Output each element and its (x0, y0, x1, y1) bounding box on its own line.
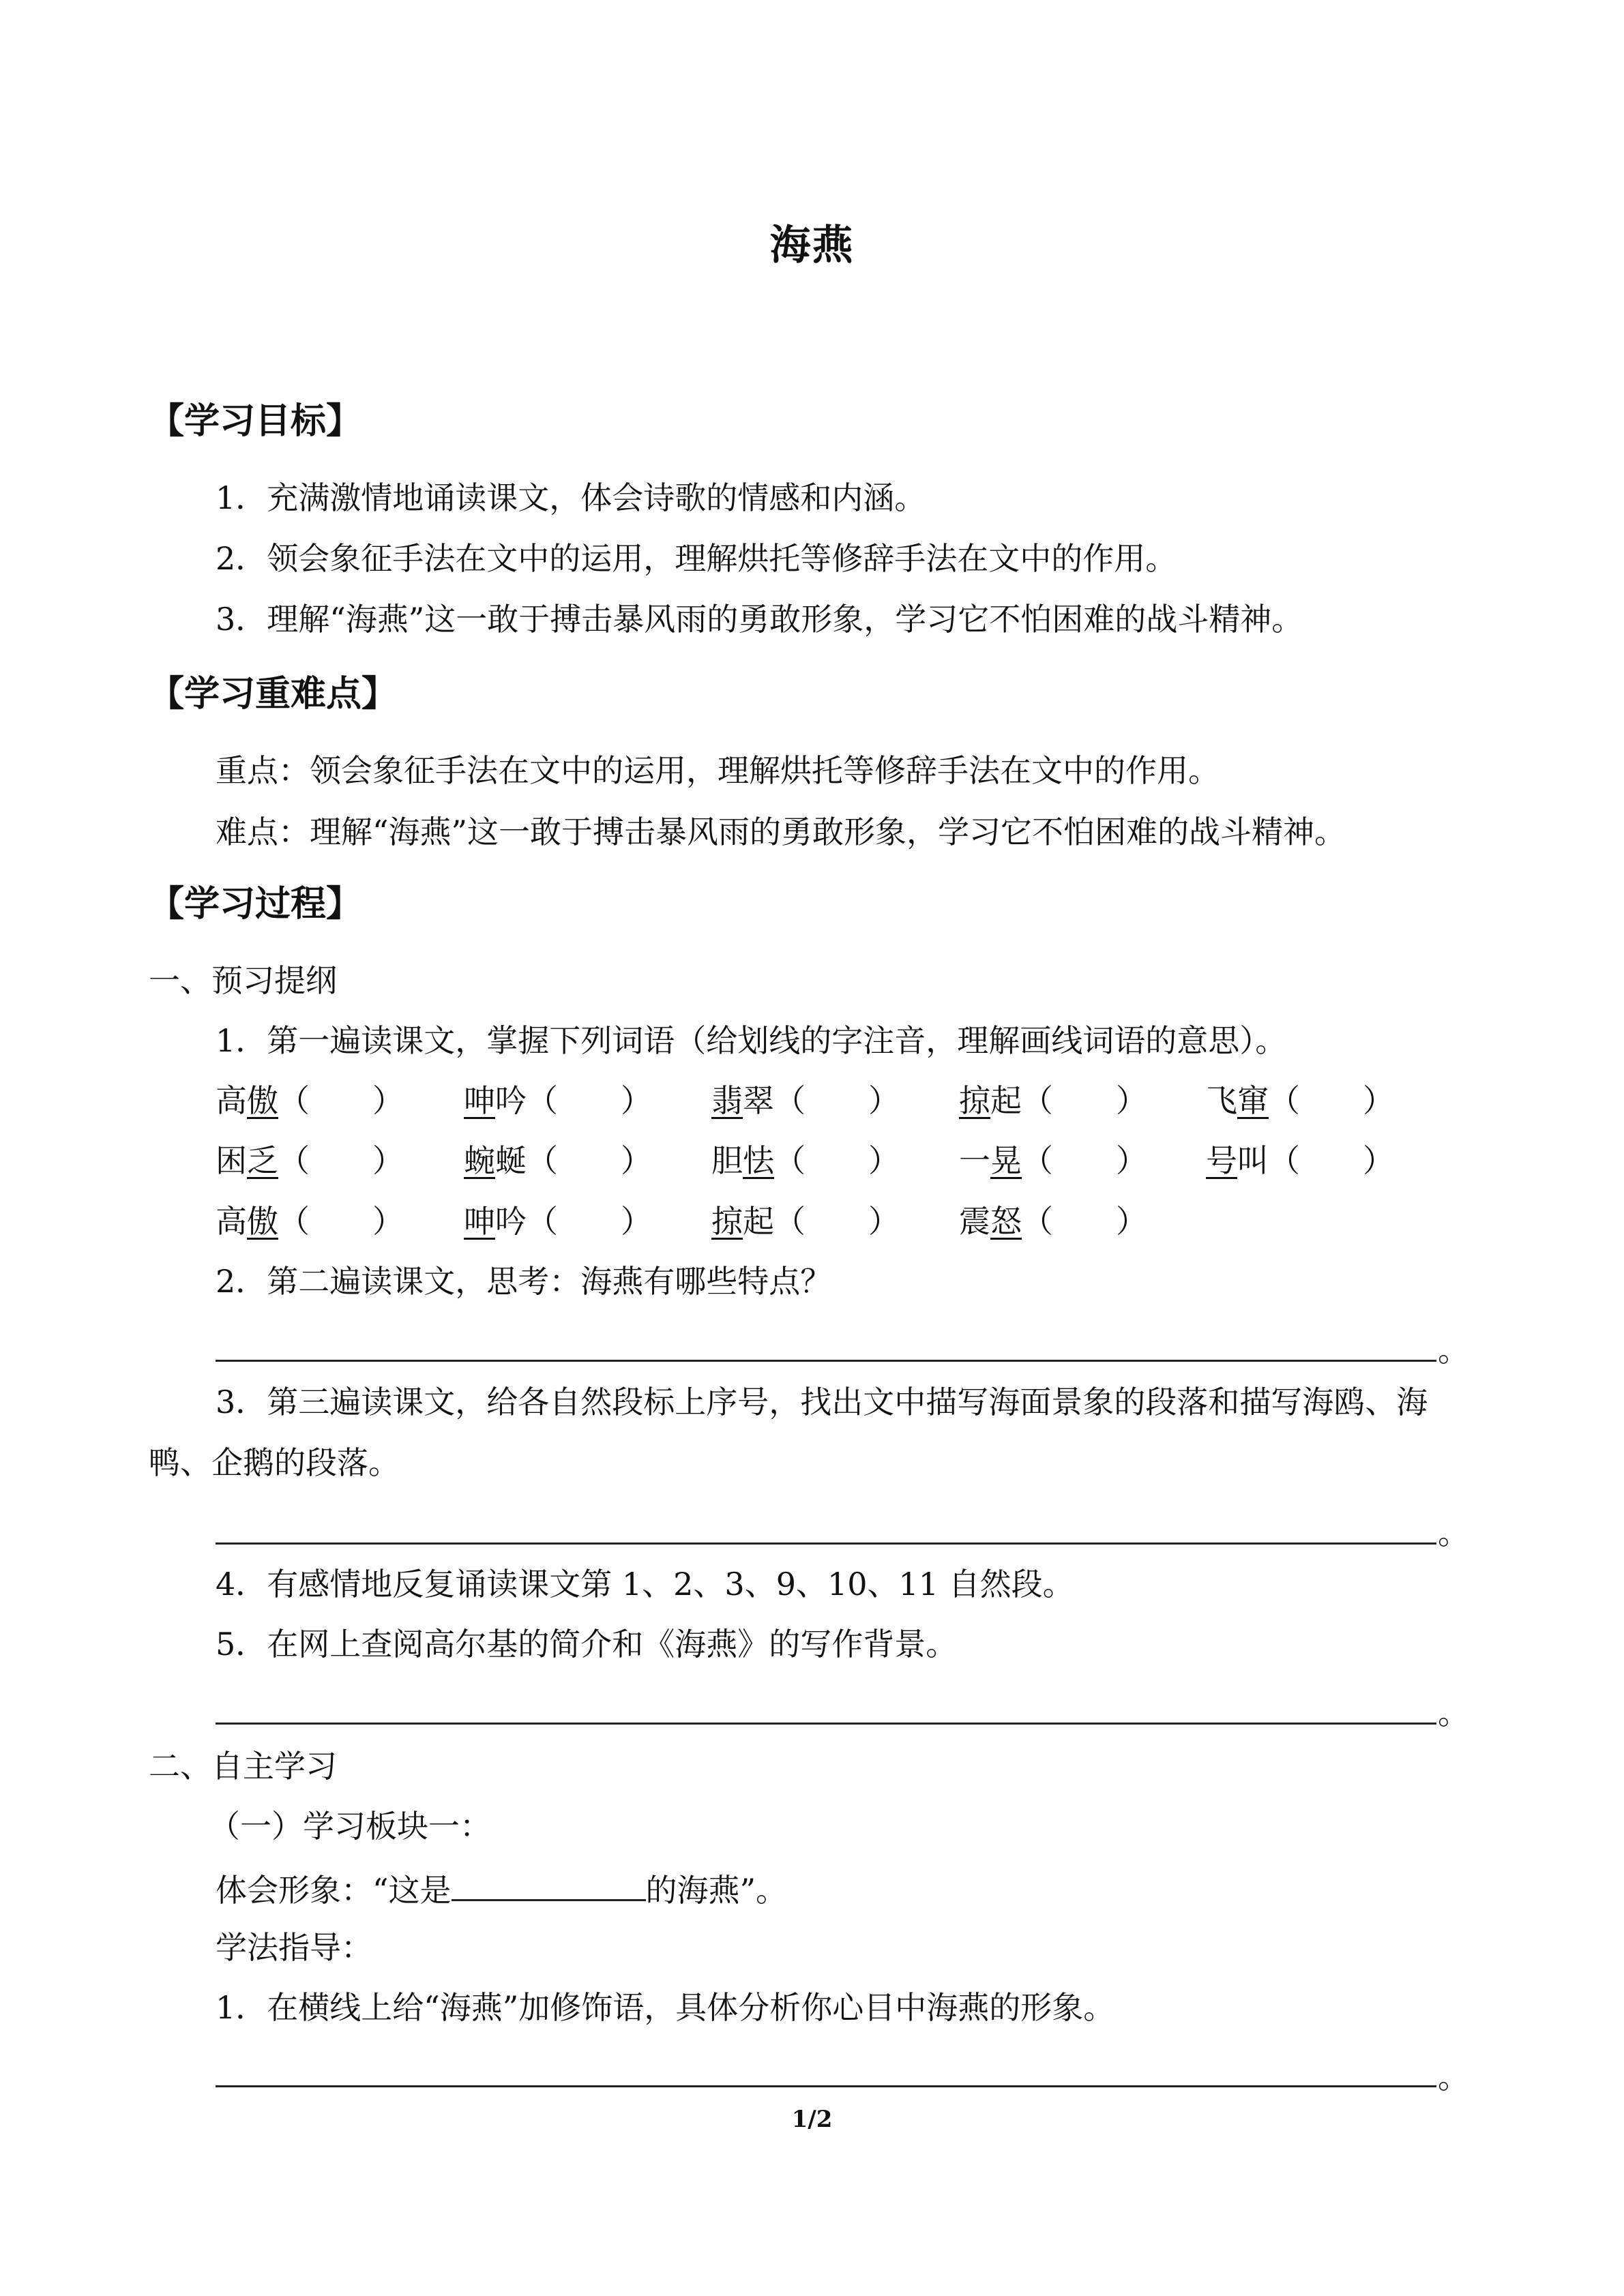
vocab-underlined-char: 号 (1206, 1142, 1237, 1179)
part1-q5: 5．在网上查阅高尔基的简介和《海燕》的写作背景。 (216, 1626, 958, 1663)
vocab-text: 飞 (1206, 1082, 1237, 1119)
vocab-answer-paren[interactable]: （ ） (1022, 1142, 1147, 1179)
vocab-underlined-char: 傲 (247, 1203, 278, 1240)
vocab-item (216, 1140, 404, 1181)
vocab-underlined-char: 傲 (247, 1082, 278, 1119)
vocab-text: 翠 (743, 1082, 774, 1119)
vocab-answer-paren[interactable]: （ ） (774, 1142, 900, 1179)
vocab-underlined-char: 乏 (247, 1142, 278, 1179)
vocab-item (464, 1201, 652, 1242)
difficult-point: 难点：理解“海燕”这一敢于搏击暴风雨的勇敢形象，学习它不怕困难的战斗精神。 (216, 814, 1346, 850)
vocab-item (464, 1140, 652, 1181)
vocab-text: 起 (990, 1082, 1022, 1119)
vocab-item (1206, 1080, 1394, 1121)
section-heading-key: 【学习重难点】 (149, 674, 398, 715)
vocab-item (959, 1080, 1147, 1121)
vocab-underlined-char: 窜 (1237, 1082, 1269, 1119)
vocab-underlined-char: 呻 (464, 1203, 495, 1240)
vocab-text: 叫 (1237, 1142, 1269, 1179)
vocab-text: 震 (959, 1203, 990, 1240)
vocab-text: 蜒 (495, 1142, 527, 1179)
image-pre: 体会形象：“这是 (216, 1872, 452, 1909)
vocab-answer-paren[interactable]: （ ） (1269, 1082, 1394, 1119)
part1-q3-line2: 鸭、企鹅的段落。 (149, 1444, 400, 1481)
part2-guide: 学法指导： (216, 1929, 372, 1966)
part2-block: （一）学习板块一： (209, 1808, 491, 1845)
part1-q2: 2．第二遍读课文，思考：海燕有哪些特点？ (216, 1263, 832, 1300)
answer-period-q3: 。 (1438, 1515, 1469, 1551)
part2-image-sentence (216, 1866, 787, 1911)
part1-title: 一、预习提纲 (149, 962, 337, 999)
vocab-item (1206, 1140, 1394, 1181)
vocab-answer-paren[interactable]: （ ） (527, 1203, 652, 1240)
vocab-answer-paren[interactable]: （ ） (1022, 1203, 1147, 1240)
vocab-text: 吟 (495, 1203, 527, 1240)
image-blank[interactable] (452, 1866, 646, 1901)
vocab-item (464, 1080, 652, 1121)
answer-line-q2[interactable] (216, 1360, 1436, 1362)
vocab-item (216, 1080, 404, 1121)
key-point: 重点：领会象征手法在文中的运用，理解烘托等修辞手法在文中的作用。 (216, 752, 1220, 789)
answer-period-q2: 。 (1438, 1332, 1469, 1369)
vocab-underlined-char: 怯 (743, 1142, 774, 1179)
vocab-item (711, 1201, 900, 1242)
part2-g1: 1．在横线上给“海燕”加修饰语，具体分析你心目中海燕的形象。 (216, 1989, 1115, 2026)
answer-period-g1: 。 (1438, 2059, 1469, 2096)
vocab-item (959, 1201, 1147, 1242)
answer-line-g1[interactable] (216, 2085, 1436, 2087)
vocab-underlined-char: 翡 (711, 1082, 743, 1119)
vocab-underlined-char: 掠 (711, 1203, 743, 1240)
section-heading-process: 【学习过程】 (149, 884, 362, 925)
part1-q1: 1．第一遍读课文，掌握下列词语（给划线的字注音，理解画线词语的意思）。 (216, 1022, 1287, 1059)
vocab-item (216, 1201, 404, 1242)
vocab-answer-paren[interactable]: （ ） (1269, 1142, 1394, 1179)
vocab-underlined-char: 蜿 (464, 1142, 495, 1179)
vocab-answer-paren[interactable]: （ ） (278, 1142, 404, 1179)
vocab-text: 困 (216, 1142, 247, 1179)
page-number: 1/2 (791, 2106, 833, 2133)
vocab-answer-paren[interactable]: （ ） (278, 1203, 404, 1240)
part1-q3-line1: 3．第三遍读课文，给各自然段标上序号，找出文中描写海面景象的段落和描写海鸥、海 (216, 1384, 1428, 1420)
part1-q4: 4．有感情地反复诵读课文第 1、2、3、9、10、11 自然段。 (216, 1566, 1074, 1602)
image-post: 的海燕”。 (645, 1872, 788, 1909)
answer-period-q5: 。 (1438, 1695, 1469, 1731)
vocab-answer-paren[interactable]: （ ） (527, 1082, 652, 1119)
vocab-answer-paren[interactable]: （ ） (527, 1142, 652, 1179)
section-heading-goals: 【学习目标】 (149, 401, 362, 442)
part2-title: 二、自主学习 (149, 1748, 337, 1785)
vocab-answer-paren[interactable]: （ ） (774, 1203, 900, 1240)
goal-item-1: 1．充满激情地诵读课文，体会诗歌的情感和内涵。 (216, 479, 926, 516)
vocab-answer-paren[interactable]: （ ） (278, 1082, 404, 1119)
vocab-text: 胆 (711, 1142, 743, 1179)
vocab-underlined-char: 怒 (990, 1203, 1022, 1240)
vocab-underlined-char: 晃 (990, 1142, 1022, 1179)
vocab-text: 高 (216, 1203, 247, 1240)
vocab-item (711, 1080, 900, 1121)
vocab-text: 高 (216, 1082, 247, 1119)
answer-line-q3[interactable] (216, 1542, 1436, 1545)
vocab-answer-paren[interactable]: （ ） (1022, 1082, 1147, 1119)
page-title: 海燕 (769, 222, 855, 269)
vocab-item (711, 1140, 900, 1181)
vocab-item (959, 1140, 1147, 1181)
vocab-underlined-char: 掠 (959, 1082, 990, 1119)
goal-item-3: 3．理解“海燕”这一敢于搏击暴风雨的勇敢形象，学习它不怕困难的战斗精神。 (216, 601, 1303, 638)
vocab-text: 起 (743, 1203, 774, 1240)
vocab-text: 一 (959, 1142, 990, 1179)
vocab-text: 吟 (495, 1082, 527, 1119)
answer-line-q5[interactable] (216, 1723, 1436, 1725)
vocab-answer-paren[interactable]: （ ） (774, 1082, 900, 1119)
vocab-underlined-char: 呻 (464, 1082, 495, 1119)
goal-item-2: 2．领会象征手法在文中的运用，理解烘托等修辞手法在文中的作用。 (216, 540, 1177, 577)
